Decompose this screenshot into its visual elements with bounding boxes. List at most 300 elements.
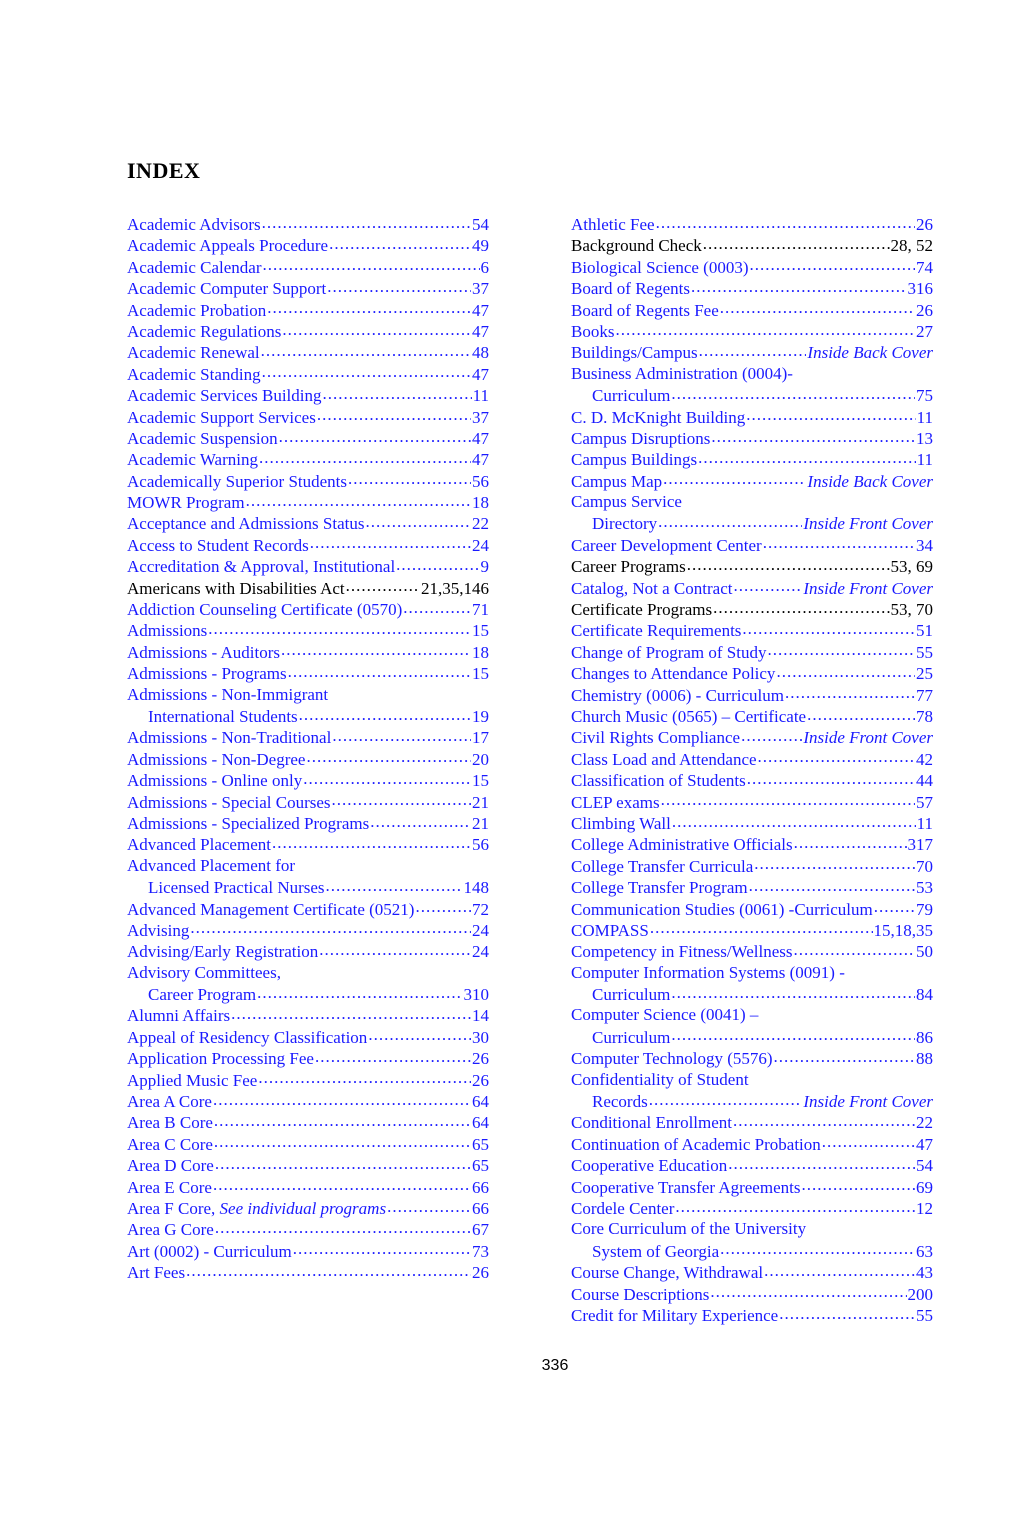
dot-leader (215, 1154, 471, 1171)
dot-leader (671, 983, 915, 1000)
index-entry[interactable] (571, 341, 933, 362)
index-entry[interactable] (571, 577, 933, 598)
index-entry[interactable] (127, 384, 489, 405)
index-entry-page: 47 (472, 428, 489, 448)
dot-leader (215, 1218, 471, 1235)
index-entry-label: Campus Disruptions (571, 428, 711, 448)
index-entry[interactable] (127, 534, 489, 555)
index-entry-label: Advanced Management Certificate (0521) (127, 899, 415, 919)
index-entry-label: Area B Core (127, 1113, 213, 1133)
index-entry[interactable] (571, 534, 933, 555)
index-entry-label: Admissions - Specialized Programs (127, 813, 370, 833)
index-entry-page: 22 (916, 1113, 933, 1133)
index-entry-page: 9 (480, 557, 489, 577)
dot-leader (733, 1111, 915, 1128)
index-entry-page: 13 (916, 428, 933, 448)
index-entry-page: 74 (916, 257, 933, 277)
dot-leader (822, 1133, 915, 1150)
index-entry[interactable] (571, 1240, 933, 1261)
index-entry-page: 18 (472, 493, 489, 513)
index-entry-label: Confidentiality of Student (571, 1069, 749, 1089)
dot-leader (319, 940, 471, 957)
dot-leader (246, 491, 471, 508)
index-entry-page: 63 (916, 1241, 933, 1261)
index-entry[interactable] (127, 1111, 489, 1132)
index-entry-page: 47 (472, 321, 489, 341)
index-entry[interactable] (127, 299, 489, 320)
index-entry[interactable] (571, 1111, 933, 1132)
dot-leader (763, 534, 915, 551)
index-entry[interactable] (127, 748, 489, 769)
page-title: INDEX (127, 158, 201, 183)
dot-leader (713, 598, 889, 615)
page-number: 336 (541, 1357, 569, 1374)
index-entry[interactable] (127, 919, 489, 940)
index-entry-page: Inside Front Cover (803, 1092, 933, 1112)
index-entry-label: Campus Service (571, 492, 682, 512)
index-entry-page: 47 (916, 1134, 933, 1154)
index-entry-page: Inside Front Cover (803, 728, 933, 748)
dot-leader (658, 512, 802, 529)
index-entry[interactable] (571, 898, 933, 919)
dot-leader (186, 1261, 471, 1278)
index-entry-page: 310 (463, 985, 489, 1005)
index-entry-page: 22 (472, 514, 489, 534)
dot-leader (758, 748, 915, 765)
index-entry-page: 56 (472, 835, 489, 855)
index-entry-label: Computer Science (0041) – (571, 1005, 759, 1025)
index-column-right (571, 213, 933, 1325)
dot-leader (326, 876, 463, 893)
index-entry-page: 25 (916, 664, 933, 684)
index-entry (127, 684, 489, 705)
index-entry[interactable] (571, 619, 933, 640)
index-entry-label: Area A Core (127, 1092, 212, 1112)
dot-leader (747, 769, 915, 786)
index-entry-label: Board of Regents (571, 279, 690, 299)
index-entry[interactable] (127, 234, 489, 255)
index-entry[interactable] (571, 769, 933, 790)
index-entry-page: 54 (472, 215, 489, 234)
index-entry-label: Continuation of Academic Probation (571, 1134, 821, 1154)
index-entry[interactable] (571, 833, 933, 854)
dot-leader (661, 791, 915, 808)
index-entry-page: 26 (472, 1263, 489, 1283)
index-entry-label: Academic Suspension (127, 428, 278, 448)
index-entry[interactable] (127, 1004, 489, 1025)
index-entry-label: Curriculum (592, 386, 671, 406)
index-entry-label: Career Program (148, 985, 257, 1005)
dot-leader (348, 470, 471, 487)
index-entry[interactable] (127, 812, 489, 833)
index-entry-label: Cordele Center (571, 1198, 675, 1218)
index-entry (571, 555, 933, 576)
index-entry-label: Academic Regulations (127, 321, 282, 341)
dot-leader (764, 1261, 915, 1278)
index-entry[interactable] (571, 1047, 933, 1068)
index-entry-label: Computer Information Systems (0091) - (571, 962, 845, 982)
dot-leader (310, 534, 471, 551)
index-entry-label: Curriculum (592, 985, 671, 1005)
index-entry-page: 14 (472, 1006, 489, 1026)
index-entry-label: CLEP exams (571, 792, 660, 812)
index-entry[interactable] (571, 1283, 933, 1304)
index-entry[interactable] (127, 662, 489, 683)
index-entry-label: System of Georgia (592, 1241, 720, 1261)
index-entry[interactable] (127, 598, 489, 619)
index-entry-page: Inside Front Cover (803, 514, 933, 534)
index-entry[interactable] (571, 919, 933, 940)
index-entry[interactable] (571, 1090, 933, 1111)
index-entry[interactable] (571, 277, 933, 298)
index-entry[interactable] (571, 876, 933, 897)
index-entry-page: 26 (472, 1049, 489, 1069)
index-entry-label: Course Change, Withdrawal (571, 1263, 764, 1283)
index-entry-label: Advanced Placement (127, 835, 271, 855)
dot-leader (675, 1197, 915, 1214)
index-entry-label: Civil Rights Compliance (571, 728, 741, 748)
index-entry-label: Business Administration (0004)- (571, 363, 793, 383)
index-entry (571, 1004, 933, 1025)
index-entry[interactable] (571, 299, 933, 320)
index-entry[interactable] (571, 726, 933, 747)
index-entry-label: Admissions - Auditors (127, 642, 281, 662)
index-entry[interactable] (571, 406, 933, 427)
index-entry[interactable] (127, 1154, 489, 1175)
dot-leader (776, 662, 915, 679)
dot-leader (779, 1304, 915, 1321)
index-entry-label: COMPASS (571, 920, 649, 940)
index-entry-label: Core Curriculum of the University (571, 1219, 807, 1239)
index-entry-page: 27 (916, 321, 933, 341)
index-entry[interactable] (127, 555, 489, 576)
index-entry-label: Admissions - Online only (127, 771, 303, 791)
index-entry-label: Art Fees (127, 1263, 186, 1283)
index-entry-page: 11 (916, 813, 933, 833)
index-entry-page: 24 (472, 942, 489, 962)
index-entry-page: 42 (916, 749, 933, 769)
index-entry-page: 15 (472, 664, 489, 684)
index-entry-label: Advanced Placement for (127, 855, 296, 875)
index-entry-page: 148 (463, 878, 489, 898)
index-entry[interactable] (571, 213, 933, 234)
index-entry-label: Academic Services Building (127, 386, 322, 406)
index-entry[interactable] (571, 448, 933, 469)
dot-leader (649, 1090, 803, 1107)
index-entry-page: 21 (472, 813, 489, 833)
dot-leader (261, 341, 471, 358)
index-entry-label: Certificate Requirements (571, 621, 742, 641)
dot-leader (317, 406, 471, 423)
index-entry[interactable] (127, 641, 489, 662)
index-entry[interactable] (127, 940, 489, 961)
index-entry-label: Academic Calendar (127, 257, 262, 277)
index-entry-page: 34 (916, 535, 933, 555)
index-entry[interactable] (127, 491, 489, 512)
dot-leader (327, 277, 471, 294)
index-entry[interactable] (571, 1197, 933, 1218)
index-entry-page: Inside Back Cover (807, 471, 933, 491)
index-entry-page: 18 (472, 642, 489, 662)
index-entry-page: 11 (916, 407, 933, 427)
index-entry[interactable] (127, 1047, 489, 1068)
index-entry[interactable] (571, 855, 933, 876)
index-entry[interactable] (571, 662, 933, 683)
index-entry[interactable] (127, 213, 489, 234)
index-entry[interactable] (571, 983, 933, 1004)
index-entry (127, 577, 489, 598)
dot-leader (785, 684, 915, 701)
index-entry[interactable] (571, 427, 933, 448)
index-entry-page: 88 (916, 1049, 933, 1069)
index-entry-page: 66 (472, 1198, 489, 1218)
index-entry-label: Conditional Enrollment (571, 1113, 733, 1133)
index-entry[interactable] (127, 1197, 489, 1218)
index-entry-label: Communication Studies (0061) -Curriculum (571, 899, 873, 919)
index-entry-page: 21,35,146 (421, 578, 489, 598)
dot-leader (767, 641, 915, 658)
index-entry-label: Academic Renewal (127, 343, 260, 363)
index-entry-page: 37 (472, 407, 489, 427)
index-entry[interactable] (127, 277, 489, 298)
dot-leader (672, 812, 916, 829)
index-entry[interactable] (571, 384, 933, 405)
index-entry-page: 15 (472, 621, 489, 641)
index-entry-label: Area G Core (127, 1220, 214, 1240)
index-entry-label: C. D. McKnight Building (571, 407, 746, 427)
index-entry[interactable] (127, 898, 489, 919)
index-entry-label: Competency in Fitness/Wellness (571, 942, 793, 962)
index-entry-label: Cooperative Transfer Agreements (571, 1177, 801, 1197)
index-entry-page: 57 (916, 792, 933, 812)
index-entry-label: Admissions - Non-Degree (127, 749, 306, 769)
dot-leader (272, 833, 471, 850)
dot-leader (332, 791, 471, 808)
index-entry[interactable] (127, 769, 489, 790)
index-entry[interactable] (127, 1218, 489, 1239)
index-entry-label: Acceptance and Admissions Status (127, 514, 365, 534)
dot-leader (671, 1026, 915, 1043)
index-entry-label: Curriculum (592, 1027, 671, 1047)
index-entry-page: 26 (916, 300, 933, 320)
index-entry-label: College Transfer Curricula (571, 856, 754, 876)
index-entry[interactable] (127, 1176, 489, 1197)
index-entry[interactable] (571, 940, 933, 961)
index-entry (571, 491, 933, 512)
index-entry[interactable] (127, 1090, 489, 1111)
index-entry-label: Course Descriptions (571, 1284, 710, 1304)
dot-leader (208, 619, 471, 636)
index-entry[interactable] (571, 1026, 933, 1047)
index-entry[interactable] (571, 256, 933, 277)
dot-leader (656, 213, 915, 230)
index-entry-label: Records (592, 1092, 648, 1112)
index-entry[interactable] (571, 1133, 933, 1154)
index-entry-label: International Students (148, 706, 298, 726)
index-entry[interactable] (127, 1240, 489, 1261)
index-entry[interactable] (571, 1176, 933, 1197)
index-entry-label: Admissions - Non-Immigrant (127, 684, 329, 704)
dot-leader (387, 1197, 471, 1214)
index-entry-page: 73 (472, 1241, 489, 1261)
index-entry[interactable] (571, 641, 933, 662)
index-entry[interactable] (127, 1026, 489, 1047)
index-entry[interactable] (127, 791, 489, 812)
index-entry-label: Area C Core (127, 1134, 213, 1154)
index-entry[interactable] (127, 876, 489, 897)
dot-leader (750, 256, 915, 273)
dot-leader (807, 705, 915, 722)
index-entry (571, 598, 933, 619)
dot-leader (774, 1047, 915, 1064)
index-entry-page: 48 (472, 343, 489, 363)
index-entry-label: Licensed Practical Nurses (148, 878, 325, 898)
dot-leader (691, 277, 907, 294)
dot-leader (282, 320, 471, 337)
dot-leader (794, 940, 916, 957)
dot-leader (306, 748, 471, 765)
index-entry-page: 19 (472, 706, 489, 726)
index-entry-page: 51 (916, 621, 933, 641)
index-entry-page: 43 (916, 1263, 933, 1283)
index-entry-label: Class Load and Attendance (571, 749, 757, 769)
index-entry-label: Directory (592, 514, 658, 534)
dot-leader (650, 919, 873, 936)
index-entry[interactable] (127, 512, 489, 533)
index-entry[interactable] (127, 256, 489, 277)
index-entry-page: 44 (916, 771, 933, 791)
index-entry-page: 21 (472, 792, 489, 812)
index-entry-page: Inside Front Cover (803, 578, 933, 598)
dot-leader (190, 919, 471, 936)
dot-leader (299, 705, 471, 722)
index-entry[interactable] (571, 791, 933, 812)
index-entry-page: 84 (916, 985, 933, 1005)
index-entry-page: 47 (472, 300, 489, 320)
index-entry-label: Academic Warning (127, 450, 258, 470)
index-entry-page: 71 (472, 600, 489, 620)
index-entry-page: 50 (916, 942, 933, 962)
index-entry-label: Buildings/Campus (571, 343, 698, 363)
index-entry-label: Academic Advisors (127, 215, 261, 234)
index-entry-label: Application Processing Fee (127, 1049, 314, 1069)
index-entry-label: Academic Appeals Procedure (127, 236, 329, 256)
index-entry[interactable] (127, 983, 489, 1004)
index-entry-label: Board of Regents Fee (571, 300, 719, 320)
index-entry-label: Advising/Early Registration (127, 942, 319, 962)
index-entry[interactable] (127, 470, 489, 491)
index-entry[interactable] (127, 726, 489, 747)
dot-leader (263, 256, 480, 273)
dot-leader (214, 1133, 471, 1150)
dot-leader (687, 555, 890, 572)
index-entry (127, 855, 489, 876)
dot-leader (329, 234, 471, 251)
index-entry (571, 1069, 933, 1090)
dot-leader (741, 726, 802, 743)
index-entry[interactable] (571, 320, 933, 341)
index-entry[interactable] (571, 1304, 933, 1325)
index-entry[interactable] (571, 1154, 933, 1175)
index-entry-page: 70 (916, 856, 933, 876)
index-entry[interactable] (127, 833, 489, 854)
dot-leader (288, 662, 471, 679)
index-entry[interactable] (127, 1069, 489, 1090)
index-entry-page: 26 (472, 1070, 489, 1090)
index-entry[interactable] (571, 470, 933, 491)
index-entry[interactable] (127, 619, 489, 640)
index-entry[interactable] (127, 406, 489, 427)
index-entry-page: 11 (916, 450, 933, 470)
index-entry-label: Campus Map (571, 471, 663, 491)
dot-leader (257, 983, 462, 1000)
index-entry[interactable] (127, 363, 489, 384)
index-entry-page: 28, 52 (890, 236, 933, 256)
index-entry-page: 55 (916, 1305, 933, 1325)
index-entry-label: Area D Core (127, 1156, 214, 1176)
index-entry[interactable] (571, 748, 933, 769)
index-entry[interactable] (571, 812, 933, 833)
index-entry-label: Climbing Wall (571, 813, 671, 833)
dot-leader (332, 726, 471, 743)
dot-leader (671, 384, 915, 401)
index-entry-page: 78 (916, 706, 933, 726)
index-entry-label: Addiction Counseling Certificate (0570) (127, 600, 403, 620)
index-entry[interactable] (127, 448, 489, 469)
index-entry[interactable] (127, 1133, 489, 1154)
index-entry[interactable] (127, 705, 489, 726)
index-entry-label: Admissions - Non-Traditional (127, 728, 332, 748)
dot-leader (710, 1283, 906, 1300)
index-entry-label: Admissions - Programs (127, 664, 287, 684)
index-entry-label: Academically Superior Students (127, 471, 348, 491)
index-entry[interactable] (127, 1261, 489, 1282)
index-entry-label: Applied Music Fee (127, 1070, 258, 1090)
dot-leader (728, 1154, 915, 1171)
index-entry[interactable] (127, 320, 489, 341)
dot-leader (293, 1240, 471, 1257)
index-entry-page: 20 (472, 749, 489, 769)
index-entry-label: Appeal of Residency Classification (127, 1027, 368, 1047)
dot-leader (279, 427, 471, 444)
index-entry-label: Advisory Committees, (127, 962, 281, 982)
index-entry-label: Campus Buildings (571, 450, 698, 470)
index-entry-page: 54 (916, 1156, 933, 1176)
index-entry-label: Background Check (571, 236, 702, 256)
index-entry-page: 30 (472, 1027, 489, 1047)
index-entry-page: 77 (916, 685, 933, 705)
index-entry[interactable] (571, 705, 933, 726)
index-entry-label: Art (0002) - Curriculum (127, 1241, 292, 1261)
index-entry-page: 15,18,35 (873, 920, 933, 940)
index-entry-label: Career Development Center (571, 535, 762, 555)
index-entry[interactable] (571, 512, 933, 533)
index-entry-label: Area F Core, See individual programs (127, 1198, 387, 1218)
dot-leader (281, 641, 471, 658)
dot-leader (720, 1240, 915, 1257)
index-entry-page: 11 (472, 386, 489, 406)
index-entry[interactable] (127, 341, 489, 362)
index-entry[interactable] (127, 427, 489, 448)
index-entry-label: Academic Computer Support (127, 279, 327, 299)
dot-leader (699, 341, 807, 358)
dot-leader (213, 1090, 471, 1107)
dot-leader (262, 213, 471, 230)
index-entry-page: 79 (916, 899, 933, 919)
index-entry[interactable] (571, 1261, 933, 1282)
index-entry[interactable] (571, 684, 933, 705)
index-entry-label: Admissions - Special Courses (127, 792, 331, 812)
